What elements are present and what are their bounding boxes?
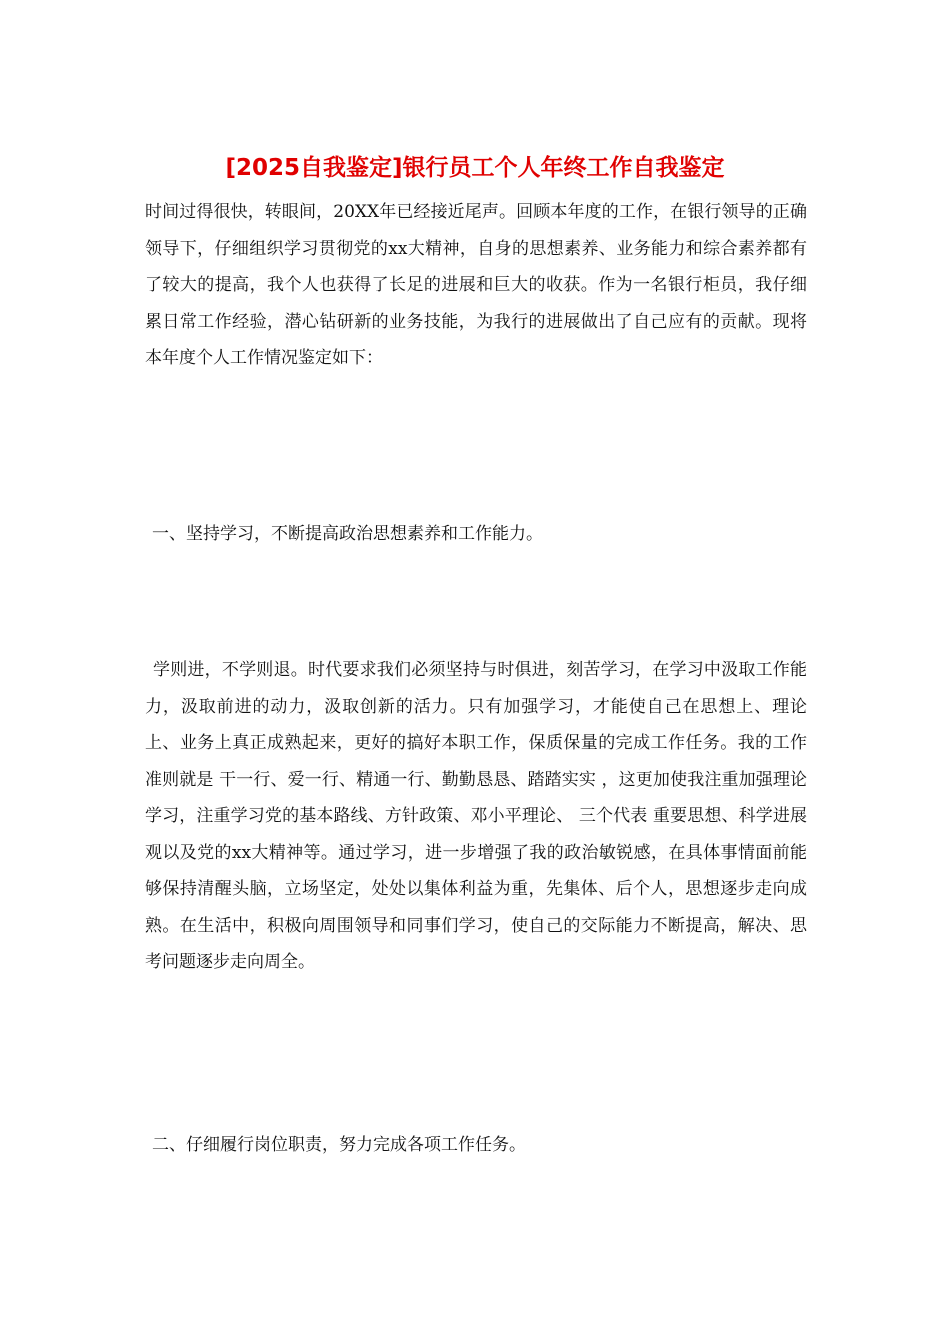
section-1-heading: 一、坚持学习，不断提高政治思想素养和工作能力。 bbox=[152, 524, 543, 544]
intro-paragraph: 时间过得很快，转眼间，20XX年已经接近尾声。回顾本年度的工作，在银行领导的正确领导下，仔细组织学习贯彻党的xx大精神，自身的思想素养、业务能力和综合素养都有了较大的提高，我个人也获得了长足的进展和巨大的收获。作为一名银行柜员，我仔细累日常工作经验，潜心钻研新的业务技能，为我行的进展做出了自己应有的贡献。现将本年度个人工作情况鉴定如下： bbox=[145, 202, 807, 368]
section-2-heading: 二、仔细履行岗位职责，努力完成各项工作任务。 bbox=[152, 1135, 526, 1155]
document-title: [2025自我鉴定]银行员工个人年终工作自我鉴定 bbox=[225, 155, 725, 181]
section-1-paragraph: 学则进，不学则退。时代要求我们必须坚持与时俱进，刻苦学习，在学习中汲取工作能力，汲取前进的动力，汲取创新的活力。只有加强学习，才能使自己在思想上、理论上、业务上真正成熟起来，更好的搞好本职工作，保质保量的完成工作任务。我的工作准则就是 干一行、爱一行、精通一行、勤勤恳恳、踏踏实实 ，这更加使我注重加强理论学习，注重学习党的基本路线、方针政策、邓小平理论、 三个代表 重要思想、科学进展观以及党的xx大精神等。通过学习，进一步增强了我的政治敏锐感，在具体事情面前能够保持清醒头脑，立场坚定，处处以集体利益为重，先集体、后个人，思想逐步走向成熟。在生活中，积极向周围领导和同事们学习，使自己的交际能力不断提高，解决、思考问题逐步走向周全。 bbox=[145, 660, 807, 972]
